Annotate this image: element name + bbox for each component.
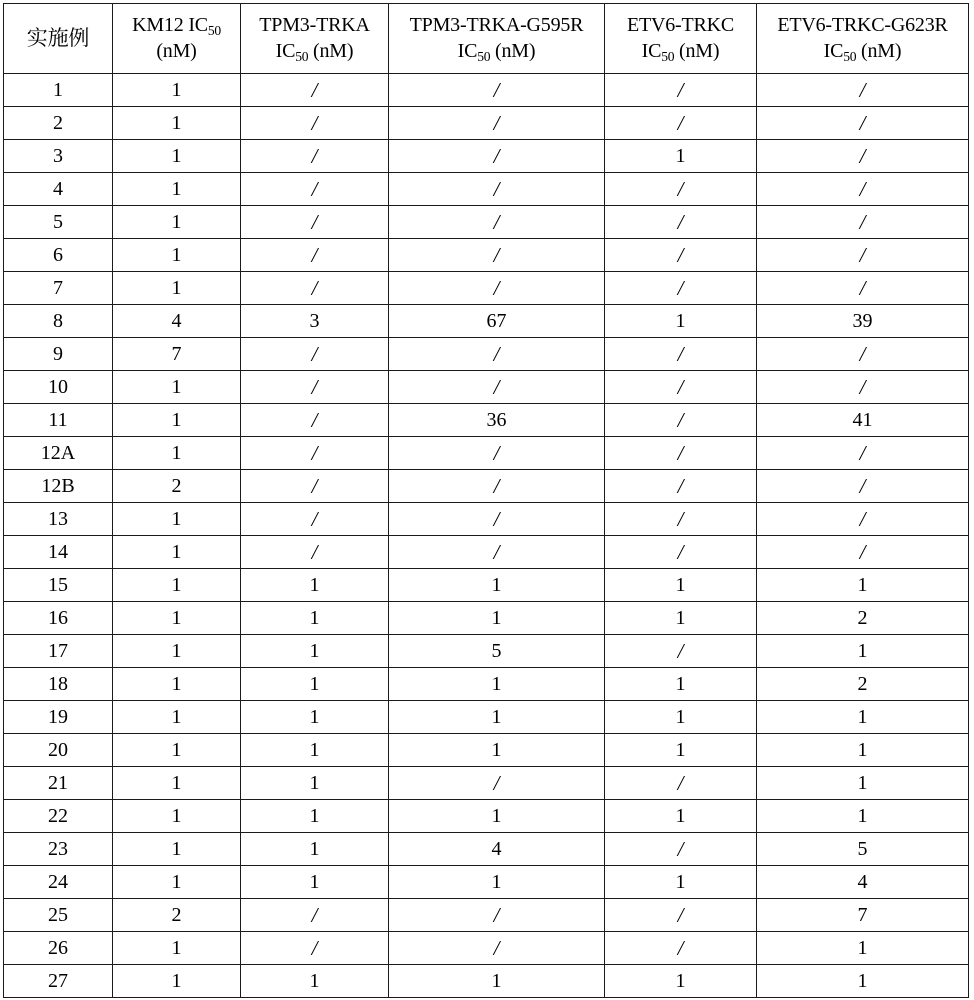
ic50-value-cell: /: [389, 206, 605, 239]
table-row: [4, 701, 969, 734]
ic50-value-cell: /: [241, 338, 389, 371]
table-row: [4, 569, 969, 602]
ic50-value-cell: 36: [389, 404, 605, 437]
example-number-cell: 2: [4, 107, 113, 140]
column-header-line: TPM3-TRKA-G595R: [409, 13, 584, 36]
ic50-value-cell: /: [757, 74, 969, 107]
column-header-line: $IC_{50}$ (nM): [823, 39, 902, 64]
ic50-value-cell: 1: [113, 932, 241, 965]
example-number-cell: 4: [4, 173, 113, 206]
example-number-cell: 26: [4, 932, 113, 965]
ic50-value-cell: 1: [605, 866, 757, 899]
ic50-value-cell: 1: [757, 569, 969, 602]
example-number-cell: 6: [4, 239, 113, 272]
ic50-value-cell: 1: [241, 734, 389, 767]
ic50-value-cell: 1: [241, 965, 389, 998]
table-row: [4, 371, 969, 404]
ic50-value-cell: /: [757, 272, 969, 305]
ic50-value-cell: 1: [605, 569, 757, 602]
ic50-value-cell: 2: [113, 470, 241, 503]
ic50-value-cell: /: [241, 503, 389, 536]
ic50-value-cell: /: [241, 371, 389, 404]
ic50-value-cell: 2: [757, 602, 969, 635]
example-number-cell: 21: [4, 767, 113, 800]
ic50-value-cell: 2: [113, 899, 241, 932]
example-number-cell: 10: [4, 371, 113, 404]
ic50-value-cell: 1: [113, 74, 241, 107]
ic50-value-cell: 1: [113, 800, 241, 833]
example-number-cell: 3: [4, 140, 113, 173]
ic50-value-cell: 1: [605, 668, 757, 701]
ic50-value-cell: 1: [389, 602, 605, 635]
ic50-value-cell: /: [389, 767, 605, 800]
table-row: [4, 899, 969, 932]
example-number-cell: 7: [4, 272, 113, 305]
ic50-value-cell: 1: [113, 140, 241, 173]
ic50-value-cell: 1: [113, 404, 241, 437]
ic50-value-cell: /: [757, 107, 969, 140]
ic50-value-cell: /: [605, 206, 757, 239]
ic50-value-cell: 4: [389, 833, 605, 866]
ic50-value-cell: 5: [389, 635, 605, 668]
ic50-value-cell: 1: [605, 140, 757, 173]
ic50-value-cell: /: [389, 107, 605, 140]
ic50-value-cell: 1: [113, 635, 241, 668]
ic50-value-cell: 1: [113, 767, 241, 800]
example-number-cell: 9: [4, 338, 113, 371]
ic50-value-cell: /: [389, 899, 605, 932]
ic50-value-cell: /: [241, 437, 389, 470]
table-row: [4, 206, 969, 239]
ic50-value-cell: 1: [389, 800, 605, 833]
ic50-value-cell: /: [605, 239, 757, 272]
ic50-value-cell: /: [241, 173, 389, 206]
ic50-value-cell: 1: [757, 701, 969, 734]
example-number-cell: 8: [4, 305, 113, 338]
example-number-cell: 1: [4, 74, 113, 107]
ic50-value-cell: 1: [605, 965, 757, 998]
ic50-value-cell: /: [605, 437, 757, 470]
ic50-value-cell: 41: [757, 404, 969, 437]
table-row: [4, 668, 969, 701]
ic50-value-cell: /: [605, 107, 757, 140]
table-row: [4, 272, 969, 305]
ic50-value-cell: /: [389, 173, 605, 206]
table-row: [4, 800, 969, 833]
ic50-value-cell: 1: [605, 305, 757, 338]
table-body: [4, 74, 969, 998]
ic50-value-cell: /: [389, 74, 605, 107]
ic50-value-cell: 1: [113, 437, 241, 470]
ic50-value-cell: 1: [241, 800, 389, 833]
ic50-value-cell: /: [241, 140, 389, 173]
example-number-cell: 11: [4, 404, 113, 437]
table-row: [4, 173, 969, 206]
example-number-cell: 13: [4, 503, 113, 536]
ic50-value-cell: /: [605, 833, 757, 866]
ic50-value-cell: 1: [113, 866, 241, 899]
ic50-value-cell: /: [757, 371, 969, 404]
ic50-value-cell: 1: [389, 701, 605, 734]
ic50-value-cell: /: [757, 173, 969, 206]
column-header-line: KM12 $IC_{50}$: [132, 13, 221, 38]
column-header-etv6_trkc_g623r: [757, 4, 969, 74]
ic50-value-cell: 1: [113, 668, 241, 701]
ic50-value-cell: /: [605, 470, 757, 503]
ic50-value-cell: /: [605, 536, 757, 569]
ic50-value-cell: /: [389, 503, 605, 536]
ic50-value-cell: /: [241, 272, 389, 305]
ic50-value-cell: 7: [113, 338, 241, 371]
table-row: [4, 635, 969, 668]
ic50-value-cell: 1: [113, 569, 241, 602]
ic50-value-cell: 1: [757, 965, 969, 998]
ic50-value-cell: /: [389, 371, 605, 404]
column-header-example: [4, 4, 113, 74]
ic50-value-cell: /: [241, 74, 389, 107]
column-header-line: $IC_{50}$ (nM): [275, 39, 354, 64]
ic50-value-cell: /: [389, 536, 605, 569]
ic50-value-cell: /: [241, 932, 389, 965]
ic50-value-cell: 1: [389, 569, 605, 602]
example-number-cell: 27: [4, 965, 113, 998]
ic50-value-cell: 1: [113, 833, 241, 866]
ic50-subscript: 50: [661, 48, 675, 64]
ic50-value-cell: /: [757, 140, 969, 173]
ic50-value-cell: /: [241, 239, 389, 272]
column-header-line: ETV6-TRKC: [626, 13, 735, 36]
ic50-results-table: [3, 3, 969, 998]
ic50-value-cell: 39: [757, 305, 969, 338]
example-number-cell: 20: [4, 734, 113, 767]
table-row: [4, 602, 969, 635]
example-number-cell: 14: [4, 536, 113, 569]
example-number-cell: 12B: [4, 470, 113, 503]
column-header-line: 实施例: [26, 26, 90, 51]
ic50-subscript: 50: [207, 22, 221, 38]
example-number-cell: 15: [4, 569, 113, 602]
ic50-value-cell: 1: [605, 800, 757, 833]
ic50-value-cell: /: [241, 899, 389, 932]
ic50-value-cell: /: [241, 107, 389, 140]
ic50-value-cell: /: [241, 206, 389, 239]
ic50-value-cell: /: [757, 503, 969, 536]
ic50-value-cell: 1: [241, 668, 389, 701]
ic50-value-cell: 3: [241, 305, 389, 338]
ic50-subscript: 50: [843, 48, 857, 64]
ic50-value-cell: /: [757, 206, 969, 239]
ic50-value-cell: 1: [113, 272, 241, 305]
example-number-cell: 25: [4, 899, 113, 932]
ic50-value-cell: 1: [757, 734, 969, 767]
column-header-km12: [113, 4, 241, 74]
ic50-value-cell: /: [605, 173, 757, 206]
ic50-value-cell: 4: [757, 866, 969, 899]
table-row: [4, 536, 969, 569]
ic50-value-cell: 1: [241, 635, 389, 668]
ic50-value-cell: 1: [241, 767, 389, 800]
ic50-value-cell: /: [757, 239, 969, 272]
ic50-value-cell: 1: [605, 602, 757, 635]
example-number-cell: 23: [4, 833, 113, 866]
ic50-value-cell: 1: [757, 800, 969, 833]
ic50-value-cell: /: [757, 437, 969, 470]
ic50-value-cell: 1: [113, 371, 241, 404]
column-header-line: $IC_{50}$ (nM): [641, 39, 720, 64]
ic50-subscript: 50: [477, 48, 491, 64]
ic50-subscript: 50: [295, 48, 309, 64]
table-row: [4, 74, 969, 107]
example-number-cell: 24: [4, 866, 113, 899]
example-number-cell: 19: [4, 701, 113, 734]
ic50-value-cell: /: [241, 404, 389, 437]
ic50-value-cell: 67: [389, 305, 605, 338]
ic50-value-cell: 1: [757, 767, 969, 800]
example-number-cell: 22: [4, 800, 113, 833]
ic50-value-cell: 1: [241, 569, 389, 602]
column-header-tpm3_trka_g595r: [389, 4, 605, 74]
ic50-value-cell: 1: [241, 701, 389, 734]
ic50-value-cell: /: [389, 140, 605, 173]
ic50-value-cell: 1: [605, 701, 757, 734]
ic50-value-cell: /: [241, 536, 389, 569]
ic50-value-cell: 1: [757, 635, 969, 668]
ic50-value-cell: 1: [113, 503, 241, 536]
ic50-value-cell: /: [389, 239, 605, 272]
ic50-value-cell: /: [757, 470, 969, 503]
column-header-etv6_trkc: [605, 4, 757, 74]
ic50-value-cell: 7: [757, 899, 969, 932]
table-row: [4, 833, 969, 866]
table-row: [4, 338, 969, 371]
example-number-cell: 12A: [4, 437, 113, 470]
ic50-value-cell: /: [389, 470, 605, 503]
ic50-value-cell: 1: [389, 668, 605, 701]
ic50-value-cell: /: [241, 470, 389, 503]
ic50-value-cell: 1: [241, 866, 389, 899]
ic50-value-cell: 1: [113, 206, 241, 239]
ic50-value-cell: 1: [113, 536, 241, 569]
table-row: [4, 767, 969, 800]
column-header-tpm3_trka: [241, 4, 389, 74]
ic50-value-cell: /: [605, 932, 757, 965]
ic50-value-cell: /: [757, 536, 969, 569]
table-row: [4, 932, 969, 965]
ic50-value-cell: /: [605, 272, 757, 305]
ic50-value-cell: /: [605, 767, 757, 800]
table-row: [4, 437, 969, 470]
ic50-value-cell: /: [605, 404, 757, 437]
ic50-value-cell: /: [605, 371, 757, 404]
ic50-value-cell: 1: [113, 701, 241, 734]
ic50-value-cell: 1: [605, 734, 757, 767]
table-row: [4, 734, 969, 767]
ic50-value-cell: 1: [113, 107, 241, 140]
ic50-value-cell: /: [605, 635, 757, 668]
example-number-cell: 5: [4, 206, 113, 239]
example-number-cell: 17: [4, 635, 113, 668]
header-row: [4, 4, 969, 74]
ic50-value-cell: 1: [113, 602, 241, 635]
ic50-value-cell: 4: [113, 305, 241, 338]
ic50-value-cell: 1: [113, 734, 241, 767]
table-row: [4, 239, 969, 272]
ic50-value-cell: 1: [113, 965, 241, 998]
table-header: [4, 4, 969, 74]
table-row: [4, 404, 969, 437]
column-header-line: $IC_{50}$ (nM): [457, 39, 536, 64]
column-header-line: TPM3-TRKA: [259, 13, 370, 36]
table-row: [4, 107, 969, 140]
ic50-value-cell: /: [757, 338, 969, 371]
ic50-value-cell: /: [389, 932, 605, 965]
ic50-value-cell: 5: [757, 833, 969, 866]
table-row: [4, 965, 969, 998]
ic50-value-cell: /: [389, 272, 605, 305]
ic50-value-cell: /: [389, 437, 605, 470]
table-row: [4, 140, 969, 173]
ic50-value-cell: /: [605, 899, 757, 932]
ic50-value-cell: 1: [389, 734, 605, 767]
ic50-value-cell: /: [605, 503, 757, 536]
ic50-value-cell: 1: [389, 866, 605, 899]
ic50-value-cell: 1: [241, 602, 389, 635]
ic50-value-cell: 1: [113, 173, 241, 206]
ic50-value-cell: 2: [757, 668, 969, 701]
ic50-value-cell: /: [389, 338, 605, 371]
table-row: [4, 305, 969, 338]
ic50-value-cell: 1: [757, 932, 969, 965]
example-number-cell: 16: [4, 602, 113, 635]
ic50-value-cell: 1: [113, 239, 241, 272]
example-number-cell: 18: [4, 668, 113, 701]
table-row: [4, 503, 969, 536]
ic50-value-cell: /: [605, 338, 757, 371]
ic50-value-cell: 1: [241, 833, 389, 866]
column-header-line: ETV6-TRKC-G623R: [777, 13, 948, 36]
ic50-value-cell: 1: [389, 965, 605, 998]
ic50-value-cell: /: [605, 74, 757, 107]
column-header-line: (nM): [156, 39, 197, 62]
table-row: [4, 470, 969, 503]
table-row: [4, 866, 969, 899]
